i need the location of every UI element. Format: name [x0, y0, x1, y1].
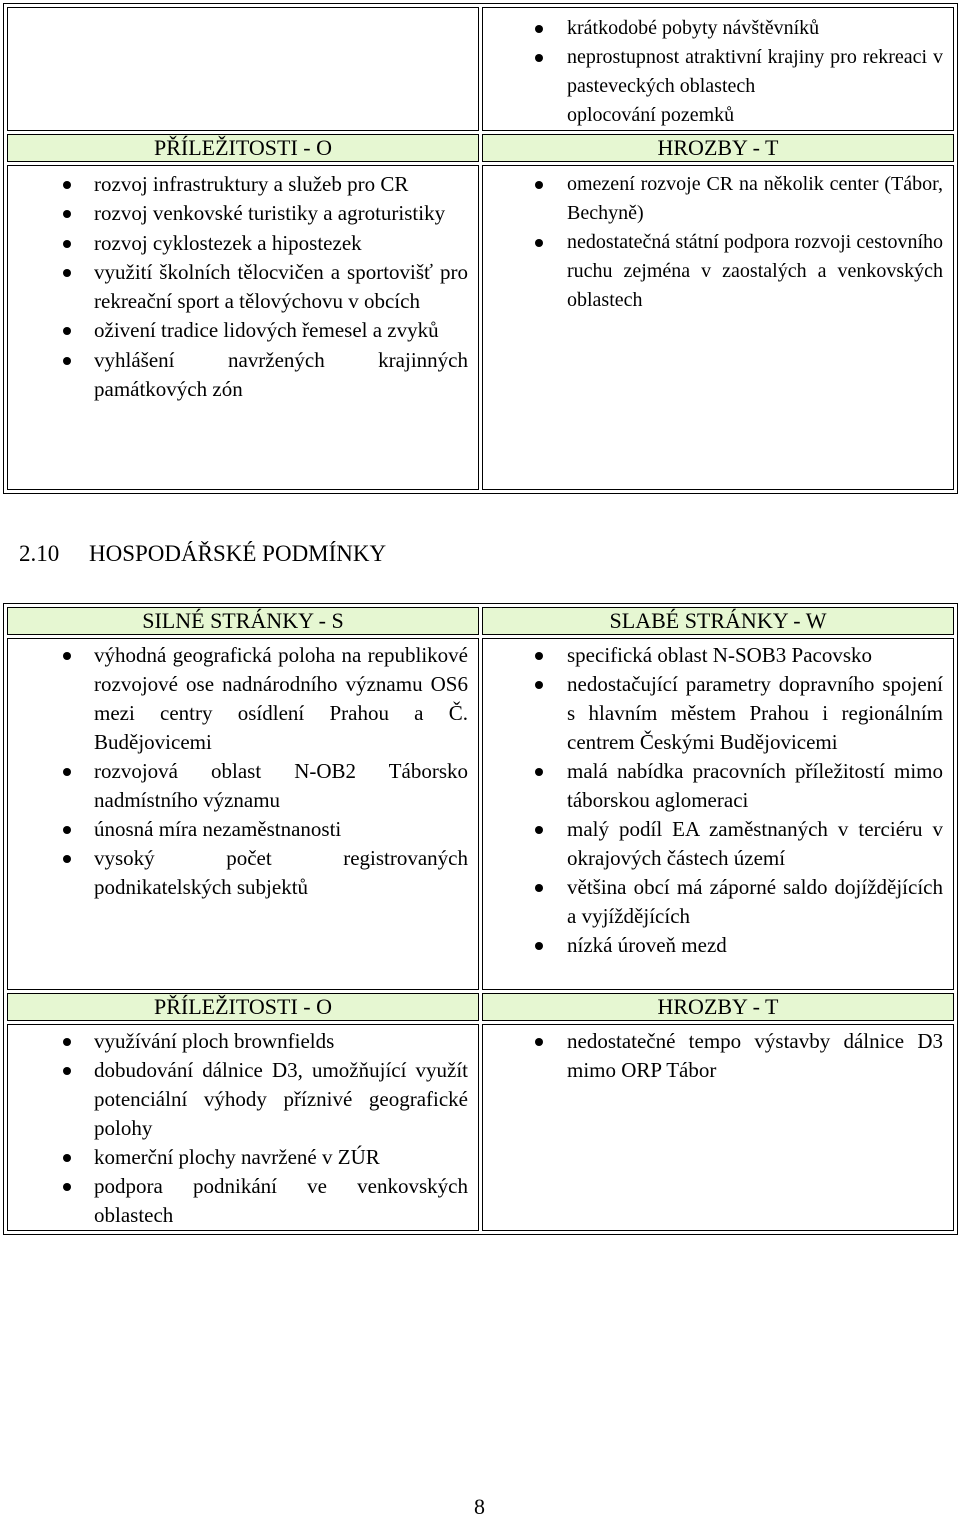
- list-item: nedostatečná státní podpora rozvoji cestovního ruchu zejména v zaostalých a venkovských oblastech: [483, 228, 953, 315]
- weaknesses-cell: [482, 638, 954, 990]
- list-item: specifická oblast N-SOB3 Pacovsko: [483, 641, 953, 670]
- list-item: omezení rozvoje CR na několik center (Tábor, Bechyně): [483, 170, 953, 228]
- threats-list: [483, 1025, 953, 1085]
- threats-list: [483, 166, 953, 315]
- list-item: oživení tradice lidových řemesel a zvyků: [8, 316, 478, 345]
- section-title: HOSPODÁŘSKÉ PODMÍNKY: [89, 541, 387, 566]
- list-item: malý podíl EA zaměstnaných v terciéru v okrajových částech území: [483, 815, 953, 873]
- list-item: krátkodobé pobyty návštěvníků: [483, 14, 953, 43]
- weaknesses-cell-empty: [7, 7, 479, 131]
- list-item: rozvoj infrastruktury a služeb pro CR: [8, 170, 478, 199]
- swot-table-economy: [3, 603, 958, 1235]
- opportunities-cell: [7, 1024, 479, 1231]
- list-item: většina obcí má záporné saldo dojíždějících a vyjíždějících: [483, 873, 953, 931]
- page-number: 8: [474, 1494, 485, 1519]
- list-item: nedostačující parametry dopravního spojení s hlavním městem Prahou i regionálním centrem Českými Budějovicemi: [483, 670, 953, 757]
- list-item: oplocování pozemků: [567, 104, 735, 126]
- list-item: dobudování dálnice D3, umožňující využít potenciální výhody příznivé geografické polohy: [8, 1056, 478, 1143]
- list-item: vyhlášení navržených krajinných památkových zón: [8, 346, 478, 405]
- threats-cell: [482, 1024, 954, 1231]
- list-item: výhodná geografická poloha na republikové rozvojové ose nadnárodního významu OS6 mezi centry osídlení Prahou a Č. Budějovicemi: [8, 641, 478, 757]
- threats-cell: [482, 165, 954, 490]
- strengths-cell: [7, 638, 479, 990]
- weaknesses-list: [483, 8, 953, 130]
- weaknesses-header: SLABÉ STRÁNKY - W: [482, 607, 954, 635]
- list-item: využití školních tělocvičen a sportovišť pro rekreační sport a tělovýchovu v obcích: [8, 258, 478, 317]
- strengths-header: SILNÉ STRÁNKY - S: [7, 607, 479, 635]
- list-item: nízká úroveň mezd: [483, 931, 953, 960]
- list-item: rozvoj venkovské turistiky a agroturistiky: [8, 199, 478, 228]
- opportunities-header: PŘÍLEŽITOSTI - O: [7, 134, 479, 162]
- strengths-list: [8, 639, 478, 902]
- threats-header: HROZBY - T: [482, 993, 954, 1021]
- list-item: nedostatečné tempo výstavby dálnice D3 mimo ORP Tábor: [483, 1027, 953, 1085]
- weaknesses-cell: [482, 7, 954, 131]
- list-item: malá nabídka pracovních příležitostí mimo táborskou aglomeraci: [483, 757, 953, 815]
- list-item: podpora podnikání ve venkovských oblastech: [8, 1172, 478, 1230]
- list-item: využívání ploch brownfields: [8, 1027, 478, 1056]
- list-item: komerční plochy navržené v ZÚR: [8, 1143, 478, 1172]
- list-item: rozvoj cyklostezek a hipostezek: [8, 229, 478, 258]
- section-number: 2.10: [19, 541, 60, 566]
- opportunities-cell: [7, 165, 479, 490]
- opportunities-header: PŘÍLEŽITOSTI - O: [7, 993, 479, 1021]
- list-item: vysoký počet registrovaných podnikatelských subjektů: [8, 844, 478, 902]
- swot-table-tourism: [3, 3, 958, 494]
- threats-header: HROZBY - T: [482, 134, 954, 162]
- opportunities-list: [8, 1025, 478, 1230]
- list-item: únosná míra nezaměstnanosti: [8, 815, 478, 844]
- weaknesses-list: [483, 639, 953, 960]
- section-heading: [19, 538, 386, 570]
- list-item: rozvojová oblast N-OB2 Táborsko nadmístního významu: [8, 757, 478, 815]
- list-item: neprostupnost atraktivní krajiny pro rekreaci v pasteveckých oblastech: [483, 43, 953, 101]
- opportunities-list: [8, 166, 478, 404]
